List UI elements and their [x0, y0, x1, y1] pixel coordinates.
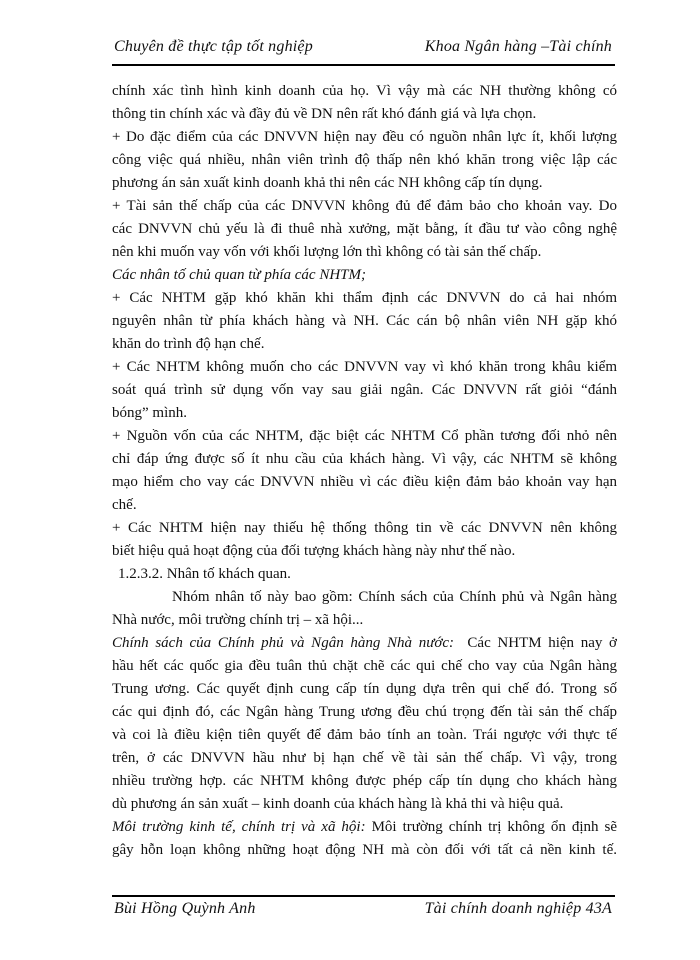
- inline-heading-environment: Môi trường kinh tế, chính trị và xã hội:: [112, 819, 366, 835]
- text-line: bóng” mình.: [112, 405, 187, 421]
- text-line: biết hiệu quả hoạt động của đối tượng khách hàng này như thế nào.: [112, 543, 516, 559]
- footer-right-text: Tài chính doanh nghiệp 43A: [424, 900, 612, 917]
- text-line: thông tin chính xác và đầy đủ về DN nên rất khó đánh giá và lựa chọn.: [112, 106, 537, 122]
- section-heading-subjective-factors: Các nhân tố chủ quan từ phía các NHTM;: [112, 267, 366, 283]
- text-line: chỉ đáp ứng được số ít nhu cầu của khách hàng. Vì vậy, các NHTM sẽ không: [112, 451, 617, 467]
- text-line: + Các NHTM gặp khó khăn khi thẩm định các DNVVN do cả hai nhóm: [112, 290, 617, 306]
- text-line: + Do đặc điểm của các DNVVN hiện nay đều có nguồn nhân lực ít, khối lượng: [112, 129, 617, 145]
- inline-heading-policy: Chính sách của Chính phủ và Ngân hàng Nhà nước:: [112, 635, 455, 651]
- text-line: Trung ương. Các quyết định cung cấp tín dụng dựa trên qui chế đó. Trong số: [112, 681, 617, 697]
- text-line: + Các NHTM hiện nay thiếu hệ thống thông tin về các DNVVN nên không: [112, 520, 617, 536]
- document-body: [112, 80, 617, 862]
- footer-rule: [112, 895, 615, 897]
- text-line: các DNVVN chủ yếu là đi thuê nhà xưởng, mặt bằng, ít đầu tư vào công nghệ: [112, 221, 617, 237]
- text-line: + Các NHTM không muốn cho các DNVVN vay vì khó khăn trong khâu kiểm: [112, 359, 617, 375]
- text-line: chế.: [112, 497, 137, 513]
- text-line: nhiều trường hợp. các NHTM không được phép cấp tín dụng cho khách hàng: [112, 773, 617, 789]
- page-header: [112, 38, 612, 60]
- subsection-heading-objective-factors: 1.2.3.2. Nhân tố khách quan.: [118, 566, 291, 582]
- header-right-text: Khoa Ngân hàng –Tài chính: [424, 38, 612, 55]
- inline-text: Các NHTM hiện nay ở: [467, 635, 617, 651]
- text-line: công việc quá nhiều, nhân viên trình độ thấp nên khó khăn trong việc lập các: [112, 152, 617, 168]
- text-line: + Tài sản thế chấp của các DNVVN không đủ để đảm bảo cho khoản vay. Do: [112, 198, 617, 214]
- text-line: phương án sản xuất kinh doanh khả thi nên các NH không cấp tín dụng.: [112, 175, 543, 191]
- text-line: Nhóm nhân tố này bao gồm: Chính sách của Chính phủ và Ngân hàng: [172, 589, 617, 605]
- text-line: mạo hiểm cho vay các DNVVN nhiều vì các điều kiện đảm bảo khoản vay hạn: [112, 474, 617, 490]
- text-line: các qui định đó, các Ngân hàng Trung ương đều chú trọng đến tài sản thế chấp: [112, 704, 617, 720]
- text-line: gây hỗn loạn không những hoạt động NH mà còn đối với tất cả nền kinh tế.: [112, 842, 617, 858]
- text-line: nguyên nhân từ phía khách hàng và NH. Các cán bộ nhân viên NH gặp khó: [112, 313, 617, 329]
- page-footer: [112, 900, 612, 922]
- text-line: chính xác tình hình kinh doanh của họ. Vì vậy mà các NH thường không có: [112, 83, 617, 99]
- text-line: hầu hết các quốc gia đều tuân thủ chặt chẽ các qui chế cho vay của Ngân hàng: [112, 658, 617, 674]
- text-line: [112, 632, 617, 655]
- text-line: [112, 816, 617, 839]
- text-line: Nhà nước, môi trường chính trị – xã hội...: [112, 612, 364, 628]
- footer-left-text: Bùi Hồng Quỳnh Anh: [114, 900, 256, 917]
- inline-text: Môi trường chính trị không ổn định sẽ: [371, 819, 617, 835]
- text-line: trên, ở các DNVVN hầu như bị hạn chế về tài sản thế chấp. Vì vậy, trong: [112, 750, 617, 766]
- text-line: dù phương án sản xuất – kinh doanh của khách hàng là khả thi và hiệu quả.: [112, 796, 564, 812]
- header-left-text: Chuyên đề thực tập tốt nghiệp: [114, 38, 313, 55]
- text-line: soát quá trình sử dụng vốn vay sau giải ngân. Các DNVVN rất giỏi “đánh: [112, 382, 617, 398]
- text-line: khăn do trình độ hạn chế.: [112, 336, 265, 352]
- text-line: và coi là điều kiện tiên quyết để đảm bảo tính an toàn. Trái ngược với thực tế: [112, 727, 617, 743]
- header-rule: [112, 64, 615, 66]
- text-line: nên khi muốn vay vốn với khối lượng lớn thì không có tài sản thế chấp.: [112, 244, 542, 260]
- text-line: + Nguồn vốn của các NHTM, đặc biệt các NHTM Cổ phần tương đối nhỏ nên: [112, 428, 617, 444]
